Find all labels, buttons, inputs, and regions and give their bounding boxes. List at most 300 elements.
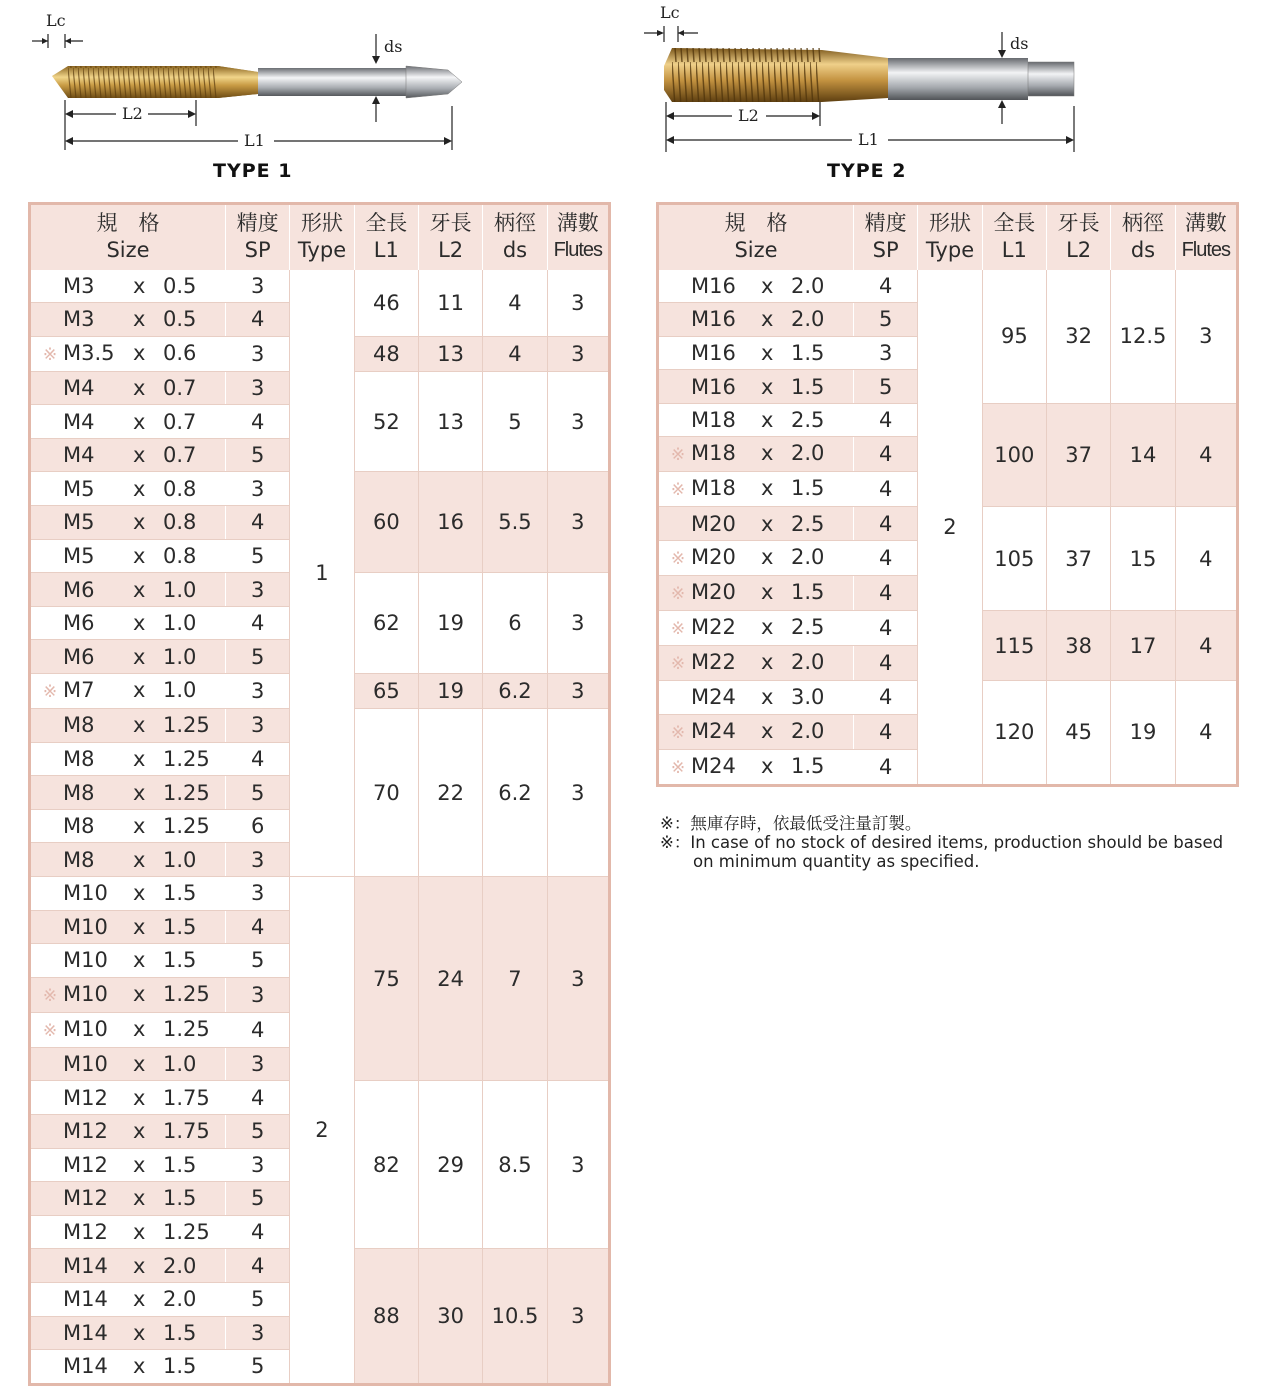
sp-cell: 4 <box>226 606 290 640</box>
fl-cell: 4 <box>1175 611 1237 681</box>
sp-cell: 4 <box>226 910 290 944</box>
thread-diameter: M12 <box>63 1152 108 1177</box>
times-symbol: x <box>133 1354 146 1379</box>
sp-cell: 3 <box>854 336 918 370</box>
right-spec-table <box>656 202 1239 787</box>
sp-cell: 5 <box>854 370 918 404</box>
ds-cell: 14 <box>1111 403 1175 507</box>
sp-cell: 3 <box>226 336 290 371</box>
times-symbol: x <box>133 780 146 805</box>
size-cell <box>658 403 854 437</box>
thread-diameter: M10 <box>63 1016 108 1041</box>
size-cell <box>30 539 226 573</box>
times-symbol: x <box>133 273 146 298</box>
thread-diameter: M6 <box>63 644 95 669</box>
size-cell <box>30 742 226 776</box>
size-cell <box>30 944 226 978</box>
sp-cell: 6 <box>226 809 290 843</box>
thread-diameter: M22 <box>691 650 736 675</box>
thread-pitch: 1.25 <box>163 713 210 738</box>
thread-diameter: M4 <box>63 409 95 434</box>
thread-pitch: 0.7 <box>163 409 197 434</box>
type2-tap-diagram <box>642 2 1092 154</box>
no-stock-mark: ※ <box>670 549 686 570</box>
header-type: 形狀 Type <box>918 204 982 270</box>
sp-cell: 3 <box>226 1148 290 1182</box>
sp-cell: 3 <box>226 843 290 877</box>
thread-pitch: 2.5 <box>791 408 825 433</box>
times-symbol: x <box>761 511 774 536</box>
size-cell <box>30 910 226 944</box>
thread-diameter: M18 <box>691 408 736 433</box>
times-symbol: x <box>133 914 146 939</box>
note-zh: ※：無庫存時，依最低受注量訂製。 <box>660 814 922 833</box>
thread-pitch: 1.5 <box>791 340 825 365</box>
l2-cell: 11 <box>418 270 482 337</box>
sp-cell: 4 <box>854 270 918 303</box>
l1-cell: 105 <box>982 507 1046 611</box>
size-cell <box>30 573 226 607</box>
header-type: 形狀 Type <box>290 204 354 270</box>
thread-pitch: 1.5 <box>163 914 197 939</box>
thread-diameter: M20 <box>691 511 736 536</box>
sp-cell: 3 <box>226 270 290 303</box>
thread-diameter: M4 <box>63 375 95 400</box>
sp-cell: 3 <box>226 977 290 1012</box>
thread-diameter: M3.5 <box>63 340 115 365</box>
ds-cell: 4 <box>483 336 547 371</box>
size-cell <box>658 370 854 404</box>
thread-diameter: M8 <box>63 847 95 872</box>
sp-cell: 3 <box>226 472 290 506</box>
sp-cell: 4 <box>226 506 290 540</box>
times-symbol: x <box>761 685 774 710</box>
thread-pitch: 1.0 <box>163 611 197 636</box>
size-cell <box>30 1316 226 1350</box>
thread-pitch: 1.5 <box>163 1152 197 1177</box>
thread-pitch: 1.25 <box>163 1016 210 1041</box>
size-cell <box>658 646 854 681</box>
ds-cell: 15 <box>1111 507 1175 611</box>
size-cell <box>30 1350 226 1385</box>
size-cell <box>658 437 854 472</box>
no-stock-mark: ※ <box>42 985 58 1006</box>
thread-pitch: 2.0 <box>791 718 825 743</box>
ds-cell: 17 <box>1111 611 1175 681</box>
times-symbol: x <box>133 814 146 839</box>
times-symbol: x <box>133 611 146 636</box>
times-symbol: x <box>133 375 146 400</box>
thread-diameter: M6 <box>63 577 95 602</box>
sp-cell: 3 <box>226 1316 290 1350</box>
size-cell <box>30 1148 226 1182</box>
size-cell <box>658 681 854 715</box>
sp-cell: 4 <box>854 646 918 681</box>
sp-cell: 4 <box>226 1249 290 1283</box>
no-stock-mark: ※ <box>42 344 58 365</box>
times-symbol: x <box>133 713 146 738</box>
ds-cell: 19 <box>1111 681 1175 786</box>
thread-pitch: 0.8 <box>163 543 197 568</box>
sp-cell: 3 <box>226 709 290 743</box>
header-size: 規 格 Size <box>658 204 854 270</box>
l1-cell: 88 <box>354 1249 418 1384</box>
thread-diameter: M7 <box>63 678 95 703</box>
times-symbol: x <box>761 545 774 570</box>
l2-label: L2 <box>738 106 759 125</box>
header-size: 規 格 Size <box>30 204 226 270</box>
l2-cell: 22 <box>418 709 482 877</box>
times-symbol: x <box>133 746 146 771</box>
type-cell: 2 <box>290 877 354 1385</box>
fl-cell: 3 <box>547 472 609 573</box>
sp-cell: 5 <box>226 438 290 472</box>
thread-pitch: 0.5 <box>163 273 197 298</box>
ds-cell: 4 <box>483 270 547 337</box>
ds-label: ds <box>1010 34 1029 53</box>
lc-label: Lc <box>660 3 680 22</box>
thread-pitch: 1.5 <box>791 753 825 778</box>
sp-cell: 4 <box>226 1081 290 1115</box>
times-symbol: x <box>133 577 146 602</box>
header-flutes: 溝數 Flutes <box>547 204 609 270</box>
thread-pitch: 2.0 <box>791 441 825 466</box>
times-symbol: x <box>133 644 146 669</box>
ds-cell: 12.5 <box>1111 270 1175 404</box>
l2-cell: 30 <box>418 1249 482 1384</box>
times-symbol: x <box>133 510 146 535</box>
ds-cell: 6.2 <box>483 709 547 877</box>
size-cell <box>658 303 854 337</box>
times-symbol: x <box>133 1253 146 1278</box>
fl-cell: 4 <box>1175 403 1237 507</box>
times-symbol: x <box>761 476 774 501</box>
l1-label: L1 <box>858 130 879 149</box>
times-symbol: x <box>761 650 774 675</box>
thread-pitch: 1.0 <box>163 678 197 703</box>
thread-pitch: 1.5 <box>163 1320 197 1345</box>
thread-pitch: 2.0 <box>791 650 825 675</box>
thread-pitch: 2.5 <box>791 511 825 536</box>
times-symbol: x <box>133 476 146 501</box>
size-cell <box>30 809 226 843</box>
thread-pitch: 1.5 <box>163 1186 197 1211</box>
size-cell <box>30 709 226 743</box>
l1-label: L1 <box>244 131 265 150</box>
thread-diameter: M14 <box>63 1320 108 1345</box>
thread-pitch: 1.25 <box>163 814 210 839</box>
sp-cell: 3 <box>226 371 290 405</box>
size-cell <box>30 336 226 371</box>
l1-cell: 46 <box>354 270 418 337</box>
size-cell <box>30 1114 226 1148</box>
thread-diameter: M4 <box>63 443 95 468</box>
fl-cell: 3 <box>547 1249 609 1384</box>
sp-cell: 3 <box>226 877 290 911</box>
sp-cell: 5 <box>226 640 290 674</box>
times-symbol: x <box>761 408 774 433</box>
thread-pitch: 1.5 <box>791 374 825 399</box>
table-row <box>30 270 610 303</box>
ds-cell: 7 <box>483 877 547 1081</box>
sp-cell: 4 <box>854 681 918 715</box>
no-stock-mark: ※ <box>670 654 686 675</box>
l1-cell: 95 <box>982 270 1046 404</box>
size-cell <box>30 776 226 810</box>
no-stock-mark: ※ <box>42 682 58 703</box>
table-row <box>30 877 610 911</box>
thread-pitch: 1.75 <box>163 1119 210 1144</box>
times-symbol: x <box>761 753 774 778</box>
l2-cell: 37 <box>1046 403 1110 507</box>
size-cell <box>658 270 854 303</box>
fl-cell: 4 <box>1175 681 1237 786</box>
ds-cell: 8.5 <box>483 1081 547 1249</box>
times-symbol: x <box>133 340 146 365</box>
fl-cell: 3 <box>547 674 609 709</box>
thread-diameter: M12 <box>63 1119 108 1144</box>
no-stock-mark: ※ <box>42 1020 58 1041</box>
thread-pitch: 1.25 <box>163 1220 210 1245</box>
thread-diameter: M20 <box>691 580 736 605</box>
thread-pitch: 0.8 <box>163 476 197 501</box>
times-symbol: x <box>133 307 146 332</box>
times-symbol: x <box>133 948 146 973</box>
thread-diameter: M5 <box>63 476 95 501</box>
sp-cell: 5 <box>226 1350 290 1385</box>
sp-cell: 4 <box>226 1012 290 1047</box>
times-symbol: x <box>761 718 774 743</box>
l2-cell: 24 <box>418 877 482 1081</box>
type-cell: 1 <box>290 270 354 877</box>
fl-cell: 3 <box>547 371 609 472</box>
sp-cell: 5 <box>226 1282 290 1316</box>
thread-diameter: M8 <box>63 746 95 771</box>
thread-pitch: 1.25 <box>163 746 210 771</box>
note-en-line2: on minimum quantity as specified. <box>693 852 980 871</box>
thread-pitch: 1.25 <box>163 981 210 1006</box>
thread-diameter: M14 <box>63 1354 108 1379</box>
size-cell <box>30 606 226 640</box>
size-cell <box>30 270 226 303</box>
fl-cell: 3 <box>547 336 609 371</box>
thread-diameter: M16 <box>691 374 736 399</box>
l1-cell: 82 <box>354 1081 418 1249</box>
no-stock-mark: ※ <box>670 619 686 640</box>
thread-diameter: M12 <box>63 1220 108 1245</box>
thread-pitch: 0.6 <box>163 340 197 365</box>
size-cell <box>30 506 226 540</box>
thread-diameter: M10 <box>63 981 108 1006</box>
size-cell <box>30 1081 226 1115</box>
table-row <box>658 270 1238 303</box>
thread-pitch: 0.5 <box>163 307 197 332</box>
size-cell <box>30 472 226 506</box>
l2-cell: 19 <box>418 573 482 674</box>
times-symbol: x <box>133 847 146 872</box>
l1-cell: 70 <box>354 709 418 877</box>
times-symbol: x <box>761 615 774 640</box>
no-stock-mark: ※ <box>670 445 686 466</box>
sp-cell: 4 <box>854 541 918 576</box>
sp-cell: 3 <box>226 1047 290 1081</box>
thread-pitch: 2.0 <box>163 1253 197 1278</box>
thread-pitch: 2.0 <box>163 1287 197 1312</box>
thread-pitch: 1.5 <box>163 881 197 906</box>
fl-cell: 4 <box>1175 507 1237 611</box>
thread-pitch: 1.5 <box>791 580 825 605</box>
times-symbol: x <box>761 580 774 605</box>
l2-cell: 13 <box>418 371 482 472</box>
type2-label: TYPE 2 <box>827 160 907 182</box>
times-symbol: x <box>133 1152 146 1177</box>
sp-cell: 4 <box>854 403 918 437</box>
times-symbol: x <box>133 981 146 1006</box>
thread-diameter: M24 <box>691 718 736 743</box>
sp-cell: 5 <box>226 1182 290 1216</box>
size-cell <box>30 1249 226 1283</box>
times-symbol: x <box>761 307 774 332</box>
thread-diameter: M14 <box>63 1287 108 1312</box>
thread-pitch: 1.25 <box>163 780 210 805</box>
header-l1: 全長 L1 <box>354 204 418 270</box>
sp-cell: 5 <box>854 303 918 337</box>
l2-cell: 19 <box>418 674 482 709</box>
thread-pitch: 1.0 <box>163 577 197 602</box>
size-cell <box>30 1282 226 1316</box>
thread-diameter: M20 <box>691 545 736 570</box>
size-cell <box>30 371 226 405</box>
lc-label: Lc <box>46 11 66 30</box>
note-en-line1: ※：In case of no stock of desired items, production should be based <box>660 833 1224 852</box>
thread-diameter: M10 <box>63 881 108 906</box>
thread-diameter: M10 <box>63 1052 108 1077</box>
times-symbol: x <box>133 1119 146 1144</box>
thread-diameter: M18 <box>691 476 736 501</box>
times-symbol: x <box>133 1085 146 1110</box>
sp-cell: 4 <box>854 749 918 785</box>
sp-cell: 4 <box>854 611 918 646</box>
l1-cell: 120 <box>982 681 1046 786</box>
ds-cell: 6 <box>483 573 547 674</box>
times-symbol: x <box>133 1186 146 1211</box>
size-cell <box>658 541 854 576</box>
thread-pitch: 0.7 <box>163 443 197 468</box>
times-symbol: x <box>133 881 146 906</box>
l1-cell: 100 <box>982 403 1046 507</box>
stock-note <box>660 814 1223 871</box>
thread-pitch: 2.0 <box>791 273 825 298</box>
header-l2: 牙長 L2 <box>418 204 482 270</box>
size-cell <box>658 611 854 646</box>
thread-diameter: M5 <box>63 510 95 535</box>
thread-pitch: 0.8 <box>163 510 197 535</box>
header-ds: 柄徑 ds <box>1111 204 1175 270</box>
size-cell <box>30 1182 226 1216</box>
fl-cell: 3 <box>547 877 609 1081</box>
times-symbol: x <box>133 443 146 468</box>
thread-pitch: 1.5 <box>163 1354 197 1379</box>
sp-cell: 5 <box>226 1114 290 1148</box>
l1-cell: 48 <box>354 336 418 371</box>
sp-cell: 3 <box>226 573 290 607</box>
size-cell <box>30 303 226 337</box>
thread-diameter: M8 <box>63 713 95 738</box>
thread-diameter: M12 <box>63 1085 108 1110</box>
thread-pitch: 1.75 <box>163 1085 210 1110</box>
size-cell <box>30 843 226 877</box>
size-cell <box>30 1012 226 1047</box>
thread-pitch: 1.0 <box>163 1052 197 1077</box>
thread-diameter: M16 <box>691 340 736 365</box>
times-symbol: x <box>133 1320 146 1345</box>
thread-pitch: 3.0 <box>791 685 825 710</box>
l1-cell: 65 <box>354 674 418 709</box>
size-cell <box>30 1215 226 1249</box>
times-symbol: x <box>133 409 146 434</box>
thread-diameter: M3 <box>63 273 95 298</box>
times-symbol: x <box>761 441 774 466</box>
fl-cell: 3 <box>547 1081 609 1249</box>
thread-pitch: 1.5 <box>163 948 197 973</box>
l1-cell: 60 <box>354 472 418 573</box>
times-symbol: x <box>133 678 146 703</box>
ds-cell: 10.5 <box>483 1249 547 1384</box>
l1-cell: 62 <box>354 573 418 674</box>
l2-cell: 38 <box>1046 611 1110 681</box>
sp-cell: 4 <box>854 507 918 541</box>
times-symbol: x <box>133 1016 146 1041</box>
ds-cell: 6.2 <box>483 674 547 709</box>
sp-cell: 5 <box>226 539 290 573</box>
size-cell <box>30 438 226 472</box>
times-symbol: x <box>133 1052 146 1077</box>
thread-diameter: M24 <box>691 753 736 778</box>
ds-cell: 5 <box>483 371 547 472</box>
size-cell <box>30 405 226 439</box>
thread-pitch: 2.0 <box>791 307 825 332</box>
no-stock-mark: ※ <box>670 722 686 743</box>
sp-cell: 4 <box>226 742 290 776</box>
l2-cell: 16 <box>418 472 482 573</box>
thread-diameter: M24 <box>691 685 736 710</box>
times-symbol: x <box>761 340 774 365</box>
l2-cell: 37 <box>1046 507 1110 611</box>
fl-cell: 3 <box>547 709 609 877</box>
sp-cell: 4 <box>854 472 918 507</box>
sp-cell: 4 <box>854 576 918 611</box>
size-cell <box>658 749 854 785</box>
type-cell: 2 <box>918 270 982 786</box>
thread-pitch: 0.7 <box>163 375 197 400</box>
l2-cell: 29 <box>418 1081 482 1249</box>
thread-diameter: M12 <box>63 1186 108 1211</box>
no-stock-mark: ※ <box>670 757 686 778</box>
thread-diameter: M22 <box>691 615 736 640</box>
times-symbol: x <box>761 273 774 298</box>
no-stock-mark: ※ <box>670 584 686 605</box>
type1-label: TYPE 1 <box>213 160 293 182</box>
fl-cell: 3 <box>547 270 609 337</box>
times-symbol: x <box>761 374 774 399</box>
thread-diameter: M18 <box>691 441 736 466</box>
thread-diameter: M6 <box>63 611 95 636</box>
left-spec-table <box>28 202 611 1386</box>
thread-pitch: 1.0 <box>163 847 197 872</box>
thread-diameter: M10 <box>63 914 108 939</box>
no-stock-mark: ※ <box>670 480 686 501</box>
l2-cell: 32 <box>1046 270 1110 404</box>
